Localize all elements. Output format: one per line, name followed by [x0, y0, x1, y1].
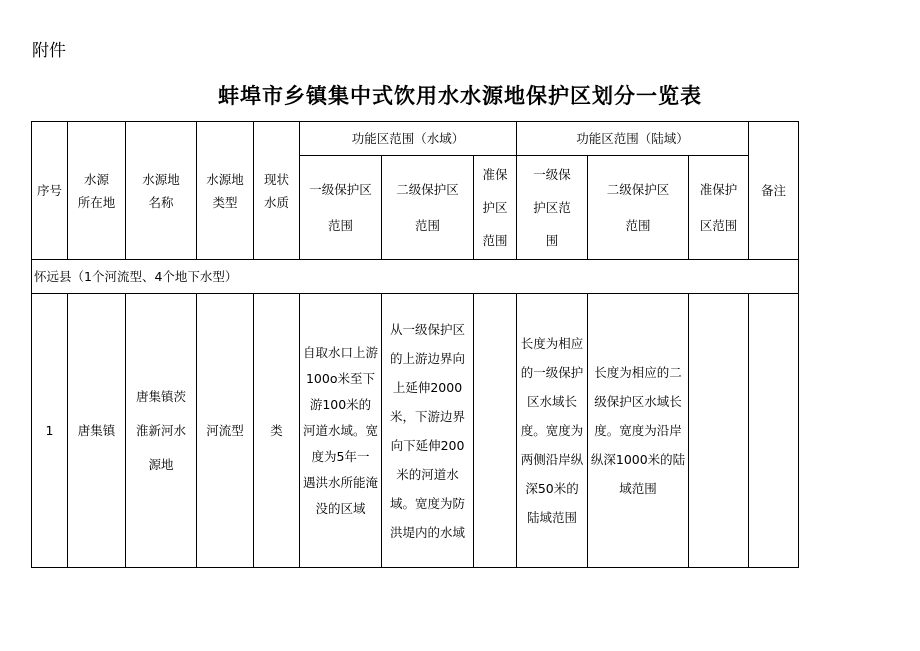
- cell-land-quasi: [689, 294, 749, 568]
- header-water-level1: 一级保护区 范围: [300, 156, 382, 260]
- protection-zone-table: [31, 121, 799, 568]
- header-row-group: [32, 122, 799, 156]
- county-label: 怀远县（1个河流型、4个地下水型）: [32, 260, 799, 294]
- cell-land-level2: 长度为相应的二 级保护区水域长 度。宽度为沿岸 纵深1000米的陆 域范围: [588, 294, 689, 568]
- header-name: 水源地 名称: [126, 122, 197, 260]
- header-location: 水源 所在地: [68, 122, 126, 260]
- cell-land-level1: 长度为相应 的一级保护 区水域长 度。宽度为 两侧沿岸纵 深50米的 陆域范围: [517, 294, 588, 568]
- cell-location: 唐集镇: [68, 294, 126, 568]
- header-land-level1: 一级保 护区范 围: [517, 156, 588, 260]
- cell-water-level2: 从一级保护区 的上游边界向 上延伸2000 米，下游边界 向下延伸200 米的河道水 域。宽度为防 洪堤内的水域: [382, 294, 474, 568]
- cell-remark: [749, 294, 799, 568]
- header-land-level2: 二级保护区 范围: [588, 156, 689, 260]
- cell-type: 河流型: [197, 294, 254, 568]
- cell-water-level1: 自取水口上游 100o米至下 游100米的 河道水域。宽 度为5年一 遇洪水所能淹 没的区域: [300, 294, 382, 568]
- cell-quality: 类: [254, 294, 300, 568]
- cell-seq: 1: [32, 294, 68, 568]
- header-remark: 备注: [749, 122, 799, 260]
- header-land-group: 功能区范围（陆域）: [517, 122, 749, 156]
- table-row: [32, 294, 799, 568]
- cell-name: 唐集镇茨 淮新河水 源地: [126, 294, 197, 568]
- header-seq: 序号: [32, 122, 68, 260]
- header-type: 水源地 类型: [197, 122, 254, 260]
- county-row: [32, 260, 799, 294]
- header-water-level2: 二级保护区 范围: [382, 156, 474, 260]
- cell-water-quasi: [474, 294, 517, 568]
- header-quality: 现状 水质: [254, 122, 300, 260]
- attachment-label: 附件: [32, 41, 66, 61]
- header-land-quasi: 准保护 区范围: [689, 156, 749, 260]
- document-title: 蚌埠市乡镇集中式饮用水水源地保护区划分一览表: [218, 84, 702, 108]
- header-water-group: 功能区范围（水域）: [300, 122, 517, 156]
- header-water-quasi: 准保 护区 范围: [474, 156, 517, 260]
